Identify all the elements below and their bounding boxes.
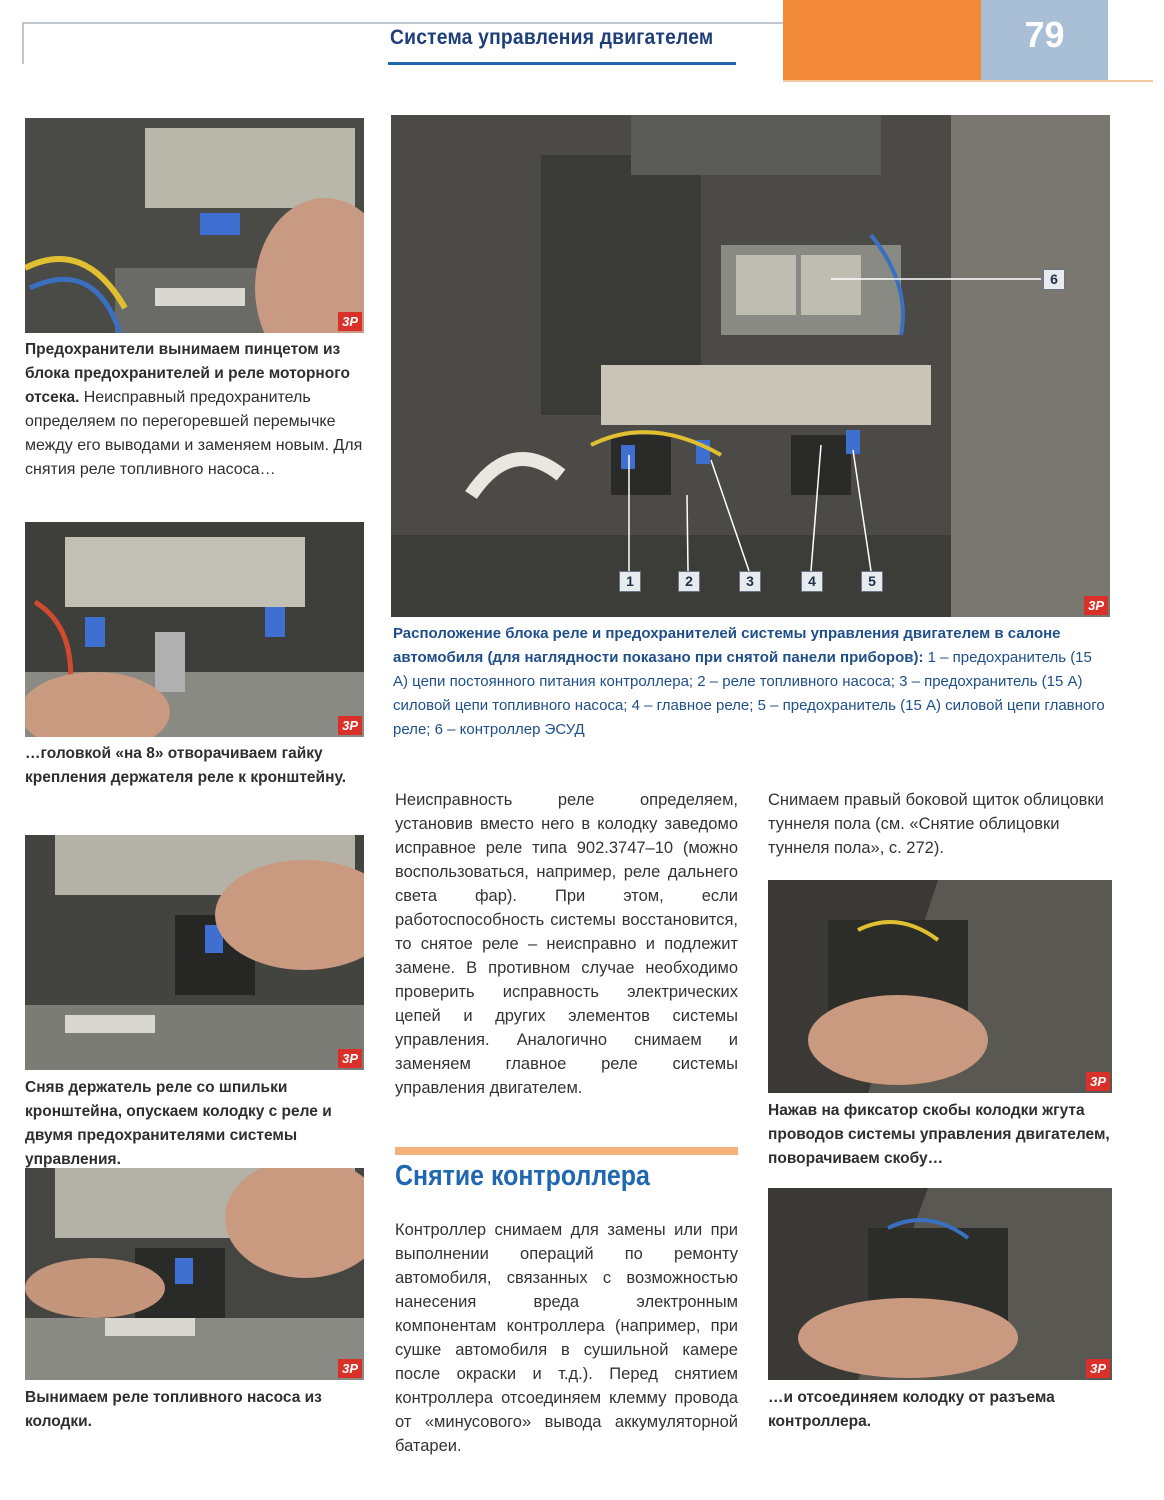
photo-pump-relay-removal [25,1168,364,1380]
callout-1: 1 [619,571,641,592]
caption-fuse-removal [25,338,364,482]
caption-bracket-press: Нажав на фиксатор скобы колодки жгута проводов системы управления двигателем, поворачиваем скобу… [768,1102,1110,1167]
photo-relay-holder [25,835,364,1070]
callout-6: 6 [1043,269,1065,290]
publisher-badge: 3Р [1086,1072,1110,1091]
caption-pump-relay-removal: Вынимаем реле топливного насоса из колодки. [25,1389,322,1430]
caption-nut-unscrew: …головкой «на 8» отворачиваем гайку крепления держателя реле к кронштейну. [25,745,347,786]
publisher-badge: 3Р [1086,1359,1110,1378]
page-header [0,0,1164,86]
main-caption-lead: Расположение блока реле и предохранителей системы управления двигателем в салоне автомобиля (для наглядности показано при снятой панели приборов): [393,625,1061,666]
main-caption-legend: 1 – предохранитель (15 А) цепи постоянного питания контроллера; 2 – реле топливного насоса; 3 – предохранитель (15 А) силовой цепи топливного насоса; 4 – главное реле; 5 – предохранитель (15 А) силовой цепи главного реле; 6 – контроллер ЭСУД [393,649,1105,738]
caption-fuse-text: Неисправный предохранитель определяем по перегоревшей перемычке между его выводами и заменяем новым. Для снятия реле топливного насоса… [25,389,363,478]
publisher-badge: 3Р [338,716,362,735]
callout-3: 3 [739,571,761,592]
caption-fuse-bold: Предохранители вынимаем пинцетом из блока предохранителей и реле моторного отсека. [25,341,350,406]
caption-connector-disconnect: …и отсоединяем колодку от разъема контроллера. [768,1389,1055,1430]
photo-connector-disconnect [768,1188,1112,1380]
section-title-controller-removal: Снятие контроллера [395,1160,650,1192]
page-number: 79 [1024,14,1065,55]
publisher-badge: 3Р [1084,596,1108,615]
photo-nut-unscrew [25,522,364,737]
publisher-badge: 3Р [338,312,362,331]
header-rule [783,80,1153,82]
controller-removal-paragraph: Контроллер снимаем для замены или при выполнении операций по ремонту автомобиля, связанных с возможностью нанесения вреда электронным компонентам контроллера (например, при сушке автомобиля в сушильной камере после окраски и т.д.). Перед снятием контроллера отсоединяем клемму провода от «минусового» вывода аккумуляторной батареи. [395,1221,738,1455]
title-underline [388,62,736,65]
section-title-bar [395,1147,738,1155]
photo-relay-block-location [391,115,1110,617]
main-figure-caption [393,622,1111,742]
publisher-badge: 3Р [338,1359,362,1378]
callout-4: 4 [801,571,823,592]
publisher-badge: 3Р [338,1049,362,1068]
header-orange-block [783,0,981,80]
relay-check-paragraph: Неисправность реле определяем, установив вместо него в колодку заведомо исправное реле типа 902.3747–10 (можно воспользоваться, например, реле дальнего света фар). При этом, если работоспособность системы восстановится, то снятое реле – неисправно и подлежит замене. В противном случае необходимо проверить исправность электрических цепей и других элементов системы управления. Аналогично снимаем и заменяем главное реле системы управления двигателем. [395,791,738,1097]
tunnel-trim-paragraph: Снимаем правый боковой щиток облицовки туннеля пола (см. «Снятие облицовки туннеля пола», с. 272). [768,791,1104,857]
photo-fuse-removal [25,118,364,333]
callout-5: 5 [861,571,883,592]
page-title: Система управления двигателем [390,26,714,49]
callout-2: 2 [678,571,700,592]
photo-bracket-press [768,880,1112,1093]
caption-relay-holder: Сняв держатель реле со шпильки кронштейна, опускаем колодку с реле и двумя предохранителями системы управления. [25,1079,332,1168]
